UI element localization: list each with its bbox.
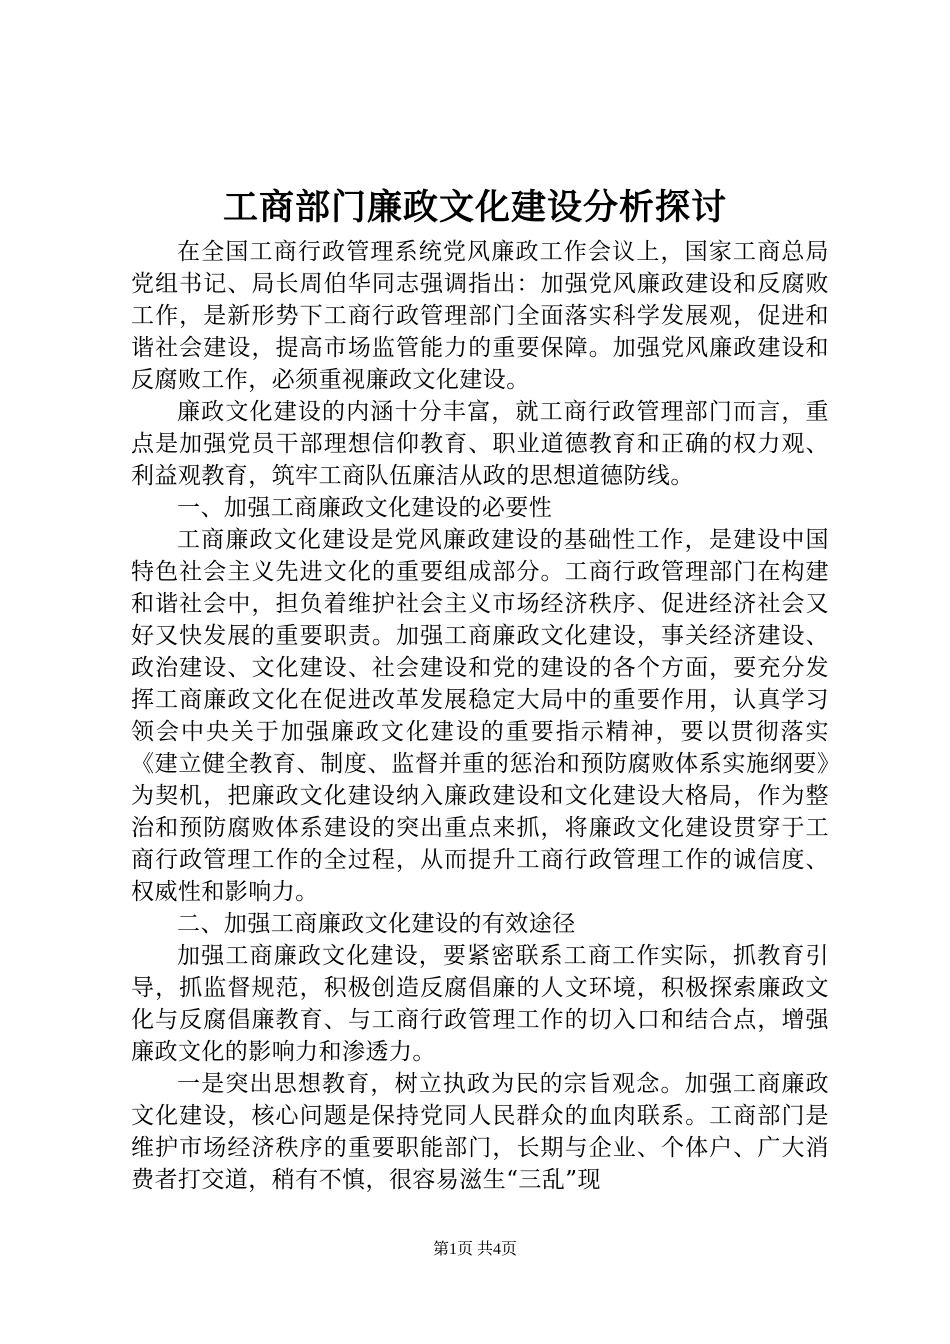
section-heading-approaches: 二、加强工商廉政文化建设的有效途径 xyxy=(177,911,576,937)
document-body xyxy=(131,236,829,1196)
paragraph-necessity: 工商廉政文化建设是党风廉政建设的基础性工作，是建设中国特色社会主义先进文化的重要组成部分。工商行政管理部门在构建和谐社会中，担负着维护社会主义市场经济秩序、促进经济社会又好又快发展的重要职责。加强工商廉政文化建设，事关经济建设、政治建设、文化建设、社会建设和党的建设的各个方面，要充分发挥工商廉政文化在促进改革发展稳定大局中的重要作用，认真学习领会中央关于加强廉政文化建设的重要指示精神，要以贯彻落实《建立健全教育、制度、监督并重的惩治和预防腐败体系实施纲要》为契机，把廉政文化建设纳入廉政建设和文化建设大格局，作为整治和预防腐败体系建设的突出重点来抓，将廉政文化建设贯穿于工商行政管理工作的全过程，从而提升工商行政管理工作的诚信度、权威性和影响力。 xyxy=(131,527,829,905)
paragraph-first-point: 一是突出思想教育，树立执政为民的宗旨观念。加强工商廉政文化建设，核心问题是保持党同人民群众的血肉联系。工商部门是维护市场经济秩序的重要职能部门，长期与企业、个体户、广大消费者打交道，稍有不慎，很容易滋生“三乱”现 xyxy=(131,1071,829,1193)
paragraph-connotation: 廉政文化建设的内涵十分丰富，就工商行政管理部门而言，重点是加强党员干部理想信仰教育、职业道德教育和正确的权力观、利益观教育，筑牢工商队伍廉洁从政的思想道德防线。 xyxy=(131,399,829,489)
page-number-footer: 第1页 共4页 xyxy=(432,1241,517,1258)
document-title: 工商部门廉政文化建设分析探讨 xyxy=(222,188,727,228)
section-heading-necessity: 一、加强工商廉政文化建设的必要性 xyxy=(177,495,553,521)
paragraph-approaches: 加强工商廉政文化建设，要紧密联系工商工作实际，抓教育引导，抓监督规范，积极创造反腐倡廉的人文环境，积极探索廉政文化与反腐倡廉教育、与工商行政管理工作的切入口和结合点，增强廉政文化的影响力和渗透力。 xyxy=(131,943,829,1065)
paragraph-intro: 在全国工商行政管理系统党风廉政工作会议上，国家工商总局党组书记、局长周伯华同志强调指出：加强党风廉政建设和反腐败工作，是新形势下工商行政管理部门全面落实科学发展观，促进和谐社会建设，提高市场监管能力的重要保障。加强党风廉政建设和反腐败工作，必须重视廉政文化建设。 xyxy=(131,239,829,393)
